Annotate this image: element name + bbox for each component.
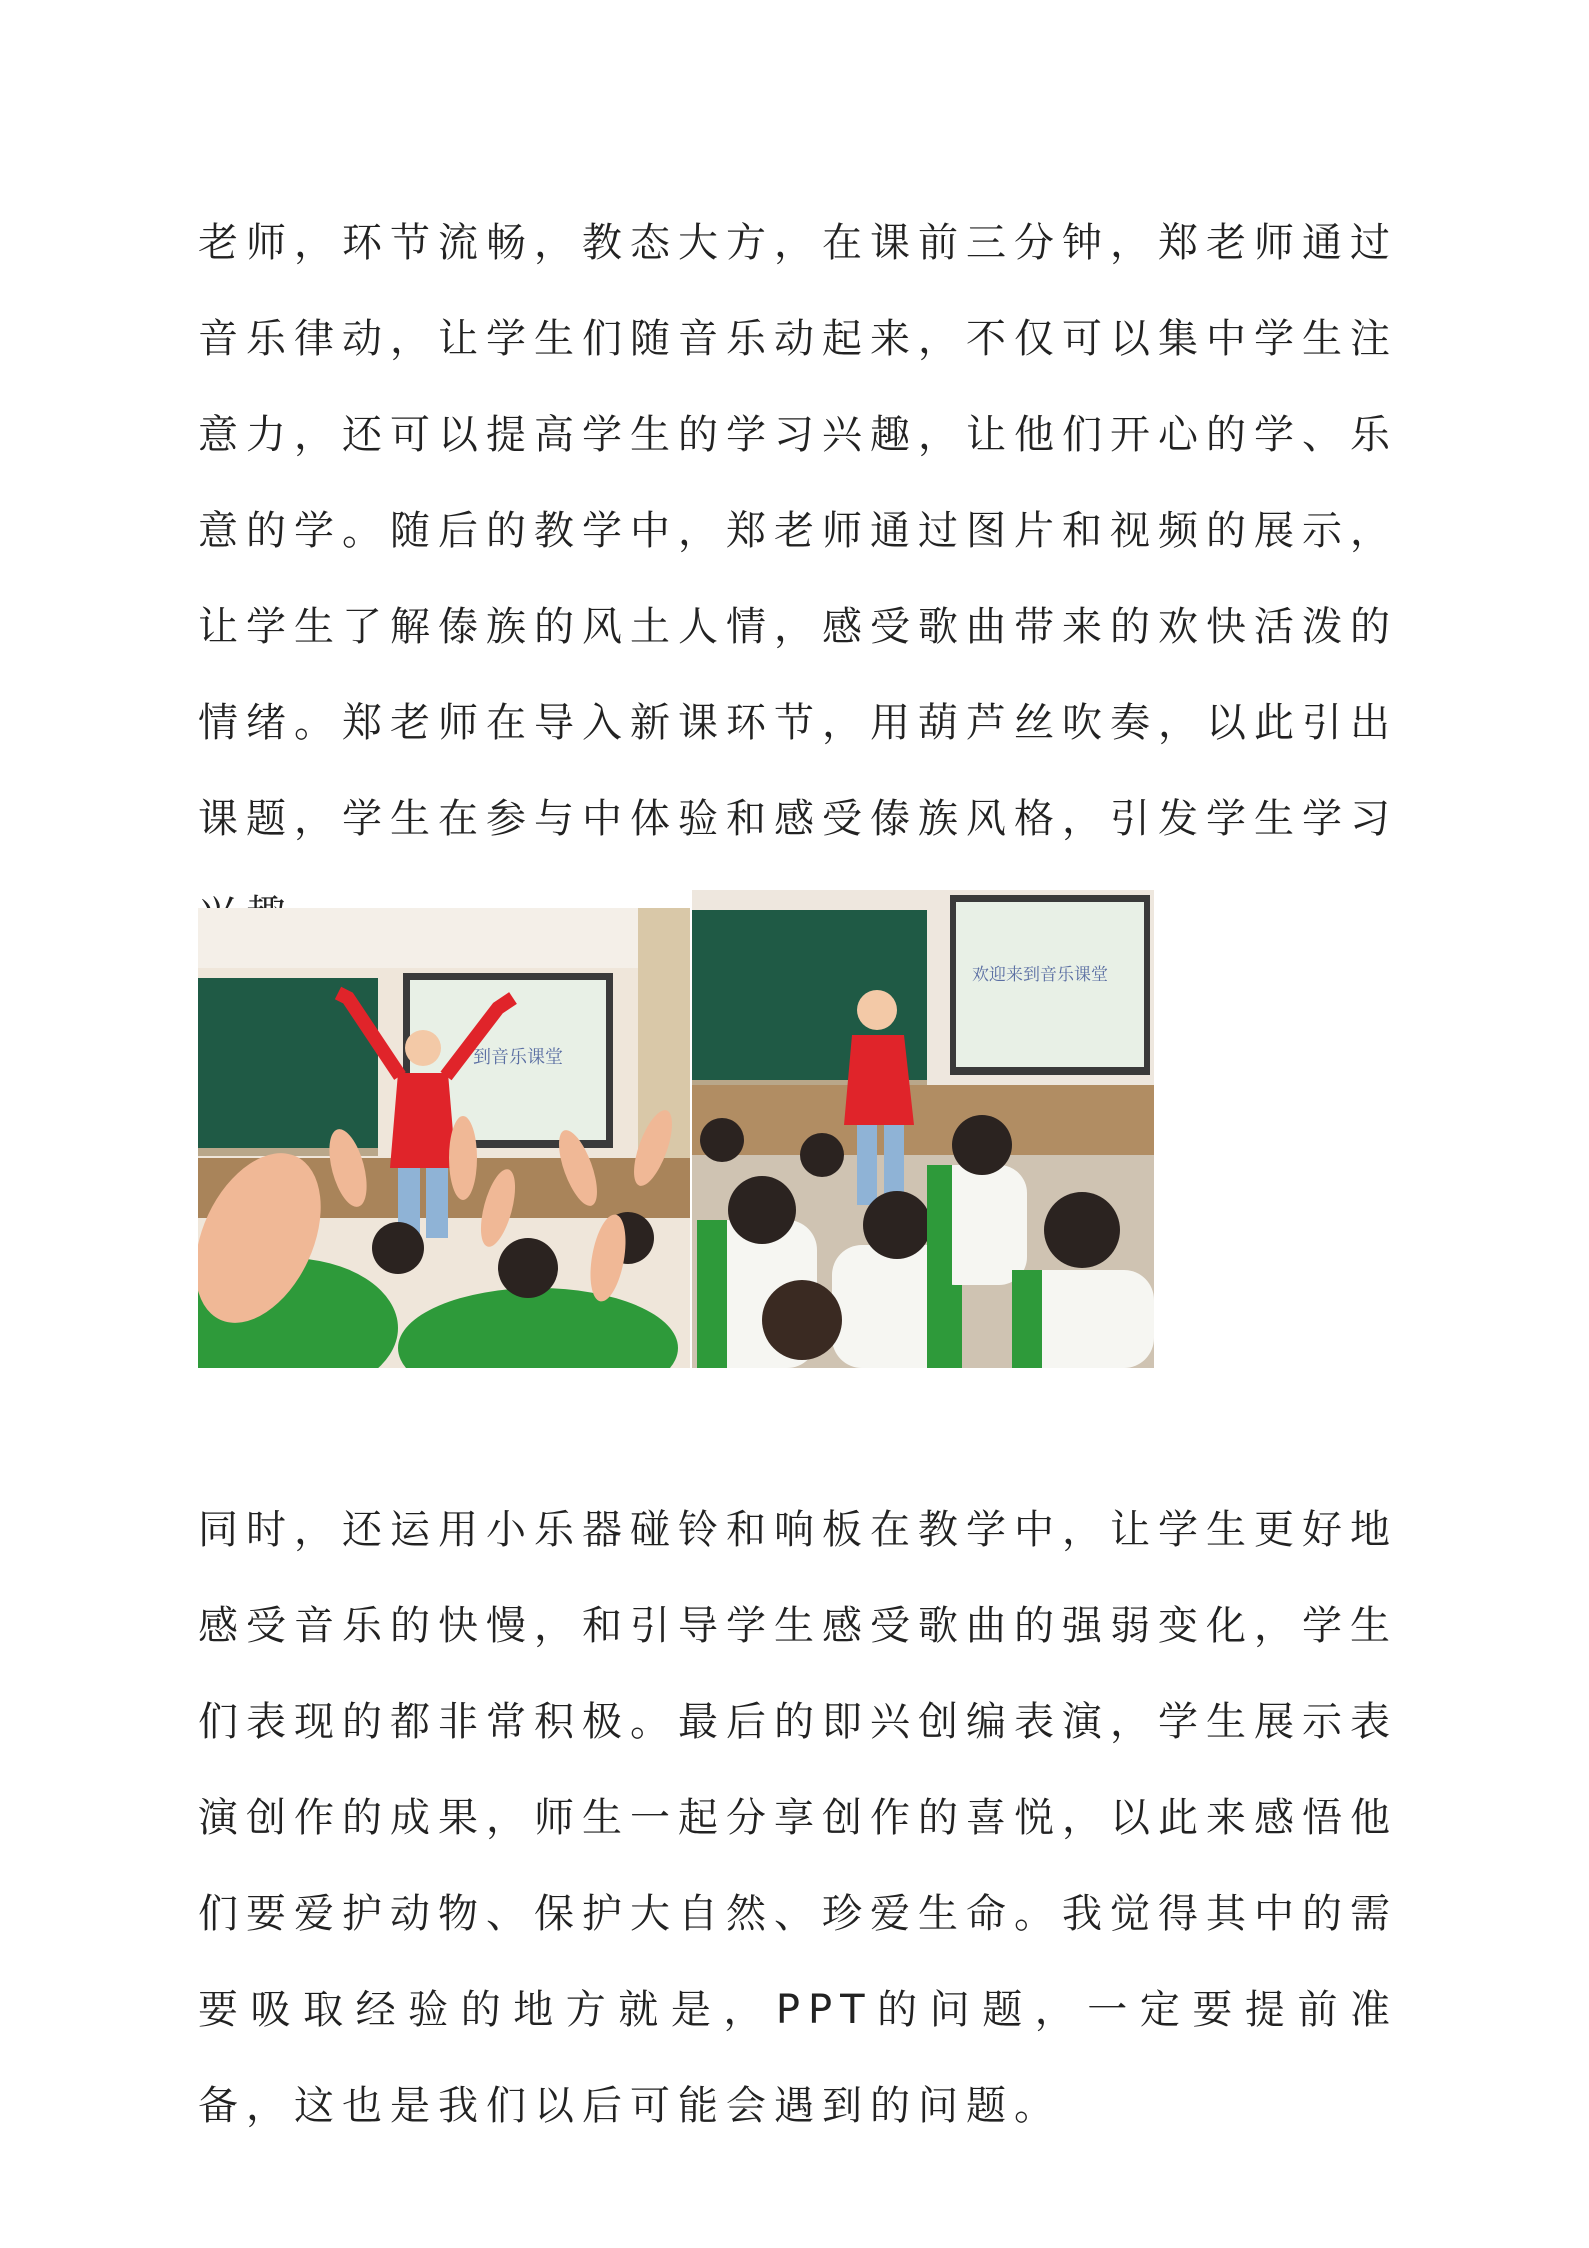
photo2-screen-text: 欢迎来到音乐课堂 (972, 965, 1108, 985)
paragraph-2: 同时，还运用小乐器碰铃和响板在教学中，让学生更好地感受音乐的快慢，和引导学生感受歌曲的强弱变化，学生们表现的都非常积极。最后的即兴创编表演，学生展示表演创作的成果，师生一起分享创作的喜悦，以此来感悟他们要爱护动物、保护大自然、珍爱生命。我觉得其中的需要吸取经验的地方就是，PPT的问题，一定要提前准备，这也是我们以后可能会遇到的问题。 (198, 1507, 1398, 2129)
classroom-photo-1 (198, 908, 690, 1368)
photo1-screen-text: 到音乐课堂 (473, 1047, 563, 1068)
paragraph-1: 老师，环节流畅，教态大方，在课前三分钟，郑老师通过音乐律动，让学生们随音乐动起来，不仅可以集中学生注意力，还可以提高学生的学习兴趣，让他们开心的学、乐意的学。随后的教学中，郑老师通过图片和视频的展示，让学生了解傣族的风土人情，感受歌曲带来的欢快活泼的情绪。郑老师在导入新课环节，用葫芦丝吹奏，以此引出课题，学生在参与中体验和感受傣族风格，引发学生学习 (198, 220, 1398, 842)
classroom-photo-2 (692, 890, 1154, 1368)
